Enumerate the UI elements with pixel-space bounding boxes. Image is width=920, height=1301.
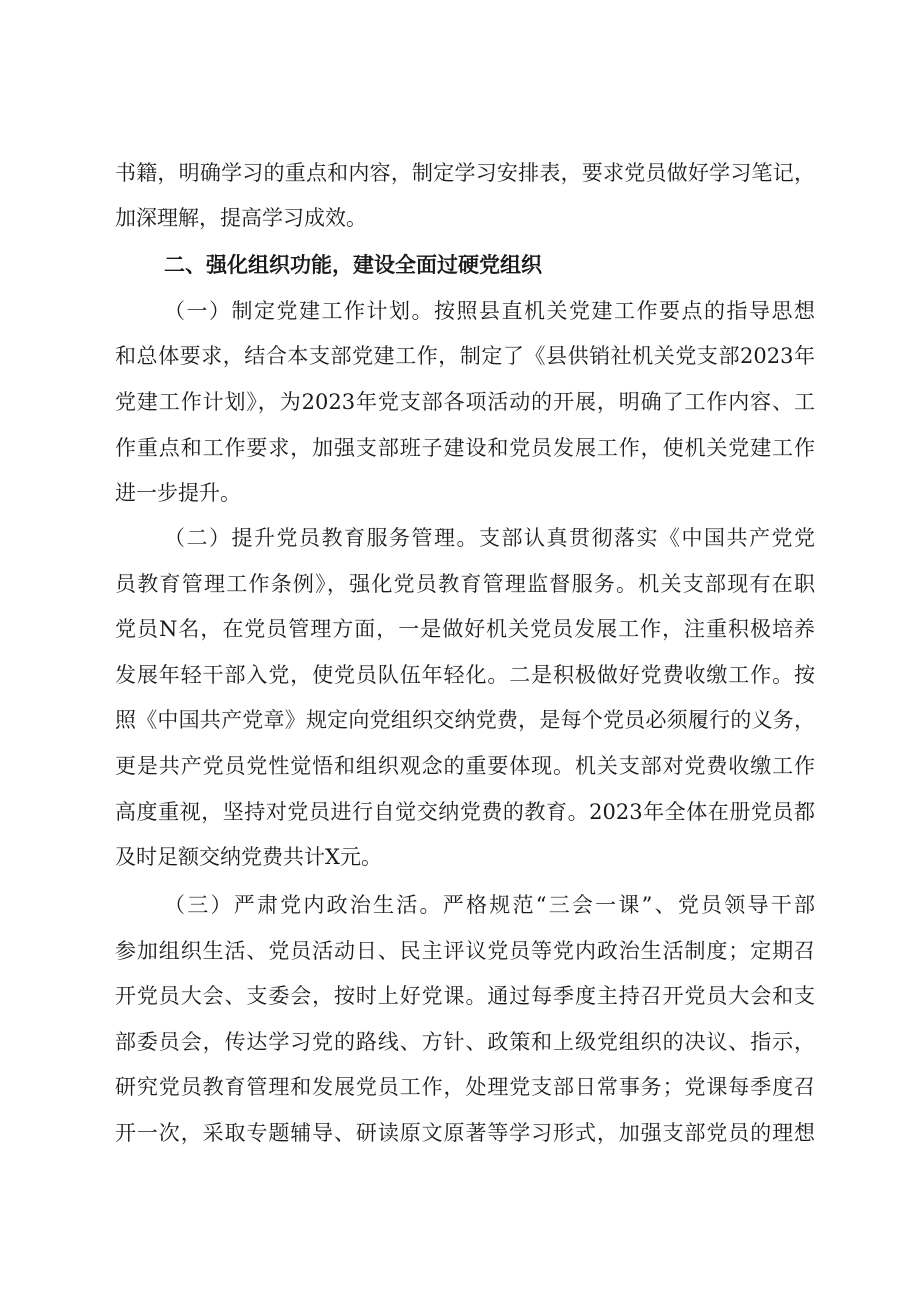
paragraph-line: 党建工作计划》，为2023年党支部各项活动的开展，明确了工作内容、工	[115, 390, 815, 414]
paragraph-line: 研究党员教育管理和发展党员工作，处理党支部日常事务；党课每季度召	[115, 1075, 815, 1099]
continuation-line: 书籍，明确学习的重点和内容，制定学习安排表，要求党员做好学习笔记，	[115, 161, 815, 185]
paragraph-line: （三）严肃党内政治生活。严格规范“三会一课”、党员领导干部	[164, 893, 815, 917]
paragraph-line: 进一步提升。	[115, 481, 241, 505]
paragraph-line: 和总体要求，结合本支部党建工作，制定了《县供销社机关党支部2023年	[115, 344, 815, 368]
paragraph-line: 员教育管理工作条例》，强化党员教育管理监督服务。机关支部现有在职	[115, 572, 815, 596]
paragraph-line: 发展年轻干部入党，使党员队伍年轻化。二是积极做好党费收缴工作。按	[115, 663, 815, 687]
paragraph-line: 更是共产党员党性觉悟和组织观念的重要体现。机关支部对党费收缴工作	[115, 754, 815, 778]
paragraph-line: （二）提升党员教育服务管理。支部认真贯彻落实《中国共产党党	[164, 526, 815, 550]
paragraph-line: 作重点和工作要求，加强支部班子建设和党员发展工作，使机关党建工作	[115, 436, 815, 460]
paragraph-line: 参加组织生活、党员活动日、民主评议党员等党内政治生活制度；定期召	[115, 939, 815, 963]
paragraph-line: 部委员会，传达学习党的路线、方针、政策和上级党组织的决议、指示，	[115, 1030, 815, 1054]
section-heading: 二、强化组织功能，建设全面过硬党组织	[164, 253, 542, 277]
paragraph-line: 开党员大会、支委会，按时上好党课。通过每季度主持召开党员大会和支	[115, 984, 815, 1008]
continuation-line: 加深理解，提高学习成效。	[115, 206, 367, 230]
paragraph-line: 及时足额交纳党费共计X元。	[115, 845, 382, 869]
paragraph-line: 照《中国共产党章》规定向党组织交纳党费，是每个党员必须履行的义务，	[115, 708, 815, 732]
paragraph-line: （一）制定党建工作计划。按照县直机关党建工作要点的指导思想	[164, 299, 815, 323]
paragraph-line: 开一次，采取专题辅导、研读原文原著等学习形式，加强支部党员的理想	[115, 1121, 815, 1145]
paragraph-line: 党员N名，在党员管理方面，一是做好机关党员发展工作，注重积极培养	[115, 617, 815, 641]
paragraph-line: 高度重视，坚持对党员进行自觉交纳党费的教育。2023年全体在册党员都	[115, 800, 815, 824]
